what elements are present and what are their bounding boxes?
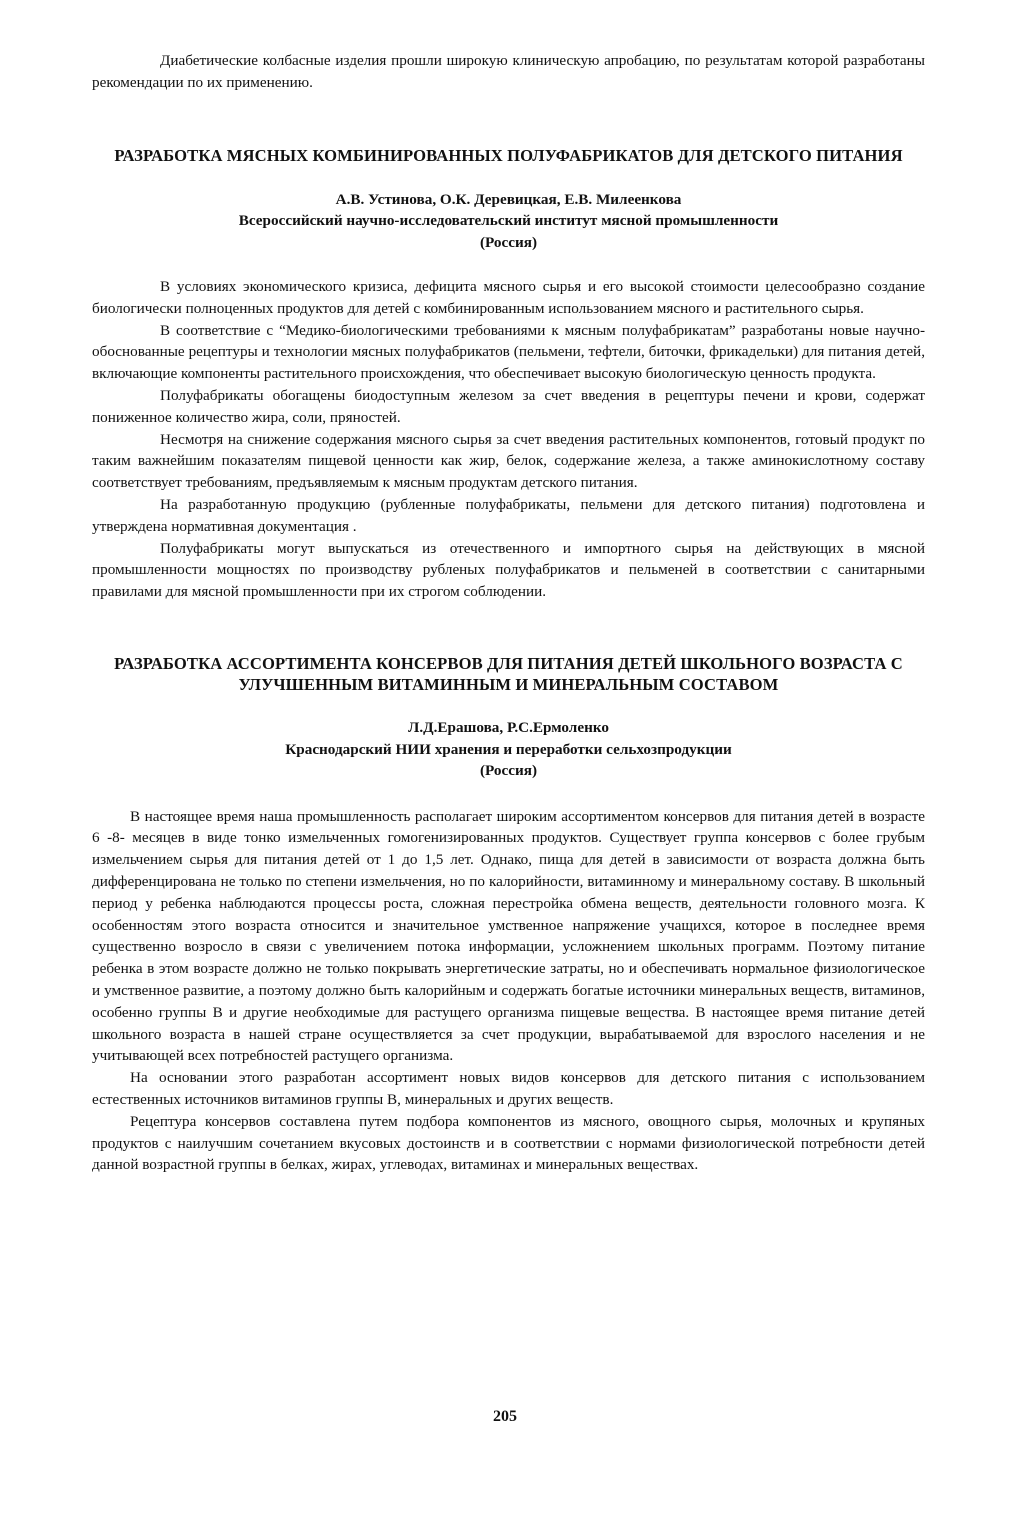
article1-paragraph: На разработанную продукцию (рубленные полуфабрикаты, пельмени для детского питания) подготовлена и утверждена нормативная документация . — [92, 496, 925, 535]
article2-institution: Краснодарский НИИ хранения и переработки сельхозпродукции — [285, 740, 732, 758]
page-number: 205 — [493, 1408, 517, 1425]
article2-paragraph: На основании этого разработан ассортимент новых видов консервов для детского питания с использованием естественных источников витаминов группы В, минеральных и других веществ. — [92, 1069, 925, 1108]
article1-byline — [92, 189, 925, 254]
article1-body — [92, 276, 925, 603]
intro-paragraph: Диабетические колбасные изделия прошли широкую клиническую апробацию, по результатам которой разработаны рекомендации по их применению. — [92, 52, 925, 91]
article1-authors: А.В. Устинова, О.К. Деревицкая, Е.В. Милеенкова — [335, 190, 682, 208]
article2-paragraph: Рецептура консервов составлена путем подбора компонентов из мясного, овощного сырья, молочных и крупяных продуктов с наилучшим сочетанием вкусовых достоинств и в соответствии с нормами физиологической потребности детей данной возрастной группы в белках, жирах, углеводах, витаминах и минеральных веществах. — [92, 1112, 925, 1174]
article2-country: (Россия) — [479, 762, 538, 780]
article1-paragraph: В условиях экономического кризиса, дефицита мясного сырья и его высокой стоимости целесообразно создание биологически полноценных продуктов для детей с комбинированным использованием мясного и растительного сырья. — [92, 278, 925, 317]
article1-paragraph: Полуфабрикаты могут выпускаться из отечественного и импортного сырья на действующих в мясной промышленности мощностях по производству рубленых полуфабрикатов и пельменей в соответствии с санитарными правилами для мясной промышленности при их строгом соблюдении. — [92, 539, 925, 601]
article2-title: РАЗРАБОТКА АССОРТИМЕНТА КОНСЕРВОВ ДЛЯ ПИТАНИЯ ДЕТЕЙ ШКОЛЬНОГО ВОЗРАСТА С УЛУЧШЕННЫМ ВИТАМИННЫМ И МИНЕРАЛЬНЫМ СОСТАВОМ — [114, 654, 903, 695]
article1-title: РАЗРАБОТКА МЯСНЫХ КОМБИНИРОВАННЫХ ПОЛУФАБРИКАТОВ ДЛЯ ДЕТСКОГО ПИТАНИЯ — [114, 145, 903, 165]
article1-paragraph: Несмотря на снижение содержания мясного сырья за счет введения растительных компонентов, готовый продукт по таким важнейшим показателям пищевой ценности как жир, белок, содержание железа, а также аминокислотному составу соответствует требованиям, предъявляемым к мясным продуктам детского питания. — [92, 430, 925, 492]
article1-paragraph: В соответствие с “Медико-биологическими требованиями к мясным полуфабрикатам” разработаны новые научно-обоснованные рецептуры и технологии мясных полуфабрикатов (пельмени, тефтели, биточки, фрикадельки) для питания детей, включающие компоненты растительного происхождения, что обеспечивает высокую биологическую ценность продукта. — [92, 321, 925, 383]
article2-authors: Л.Д.Ерашова, Р.С.Ермоленко — [408, 719, 609, 737]
article1-country: (Россия) — [479, 233, 538, 251]
article2-byline — [92, 717, 925, 782]
page-content — [92, 50, 925, 1176]
article2-body — [92, 806, 925, 1177]
article2-paragraph: В настоящее время наша промышленность располагает широким ассортиментом консервов для питания детей в возрасте 6 -8- месяцев в виде тонко измельченных гомогенизированных продуктов. Существует группа консервов с более грубым измельчением сырья для питания детей от 1 до 1,5 лет. Однако, пища для детей в зависимости от возраста должна быть дифференцирована не только по степени измельчения, но по калорийности, витаминному и минеральному составу. В школьный период у ребенка наблюдаются процессы роста, сложная перестройка обмена веществ, деятельности головного мозга. К особенностям этого возраста относится и значительное умственное напряжение учащихся, которое в последнее время существенно возросло в связи с увеличением потока информации, усложнением школьных программ. Поэтому питание ребенка в этом возрасте должно не только покрывать энергетические затраты, но и обеспечивать нормальное физиологическое и умственное развитие, а поэтому должно быть калорийным и содержать богатые источники минеральных веществ, витаминов, особенно группы В и другие необходимые для растущего организма пищевые вещества. В настоящее время питание детей школьного возраста в нашей стране осуществляется за счет продукции, вырабатываемой для взрослого населения и не учитывающей всех потребностей растущего организма. — [92, 807, 925, 1065]
article1-institution: Всероссийский научно-исследовательский институт мясной промышленности — [238, 212, 779, 230]
article1-paragraph: Полуфабрикаты обогащены биодоступным железом за счет введения в рецептуры печени и крови, содержат пониженное количество жира, соли, пряностей. — [92, 387, 925, 426]
